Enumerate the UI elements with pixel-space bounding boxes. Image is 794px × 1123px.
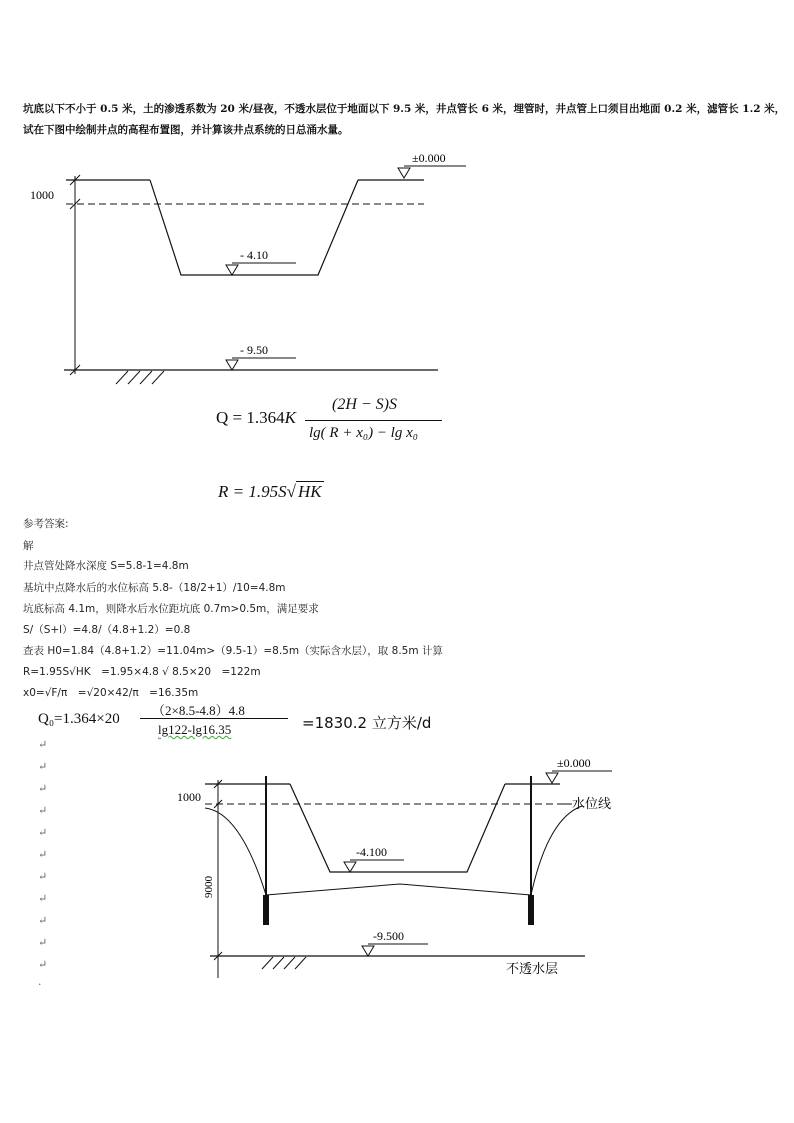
paragraph-mark-icon: ↵	[38, 870, 48, 883]
water-level-label: 1000	[30, 188, 54, 202]
height-dimension-label: 9000	[203, 876, 215, 898]
paragraph-mark-icon: ↵	[38, 782, 48, 795]
q0-denominator: lg122-lg16.35	[158, 722, 232, 737]
paragraph-mark-icon: ↵	[38, 848, 48, 861]
answer-line: 查表 H0=1.84（4.8+1.2）=11.04m>（9.5-1）=8.5m（实际含水层），取 8.5m 计算	[23, 645, 443, 657]
answer-line: 基坑中点降水后的水位标高 5.8-（18/2+1）/10=4.8m	[23, 582, 286, 594]
pit-bottom-label: - 4.10	[240, 248, 268, 262]
water-line-label: 水位线	[572, 797, 612, 812]
answer-line: R=1.95S√HK =1.95×4.8 √ 8.5×20 =122m	[23, 666, 261, 678]
diagram-1	[0, 140, 794, 540]
soil-hatch	[262, 957, 306, 969]
pit-outline	[290, 784, 505, 872]
problem-line-1: 坑底以下不小于 0.5 米，土的渗透系数为 20 米/昼夜，不透水层位于地面以下 9.5 米，井点管长 6 米，埋管时，井点管上口须目出地面 0.2 米，滤管长 1.2 米，	[23, 103, 786, 115]
diagram-2	[0, 740, 794, 1000]
answer-line: x0=√F/π =√20×42/π =16.35m	[23, 687, 199, 699]
drawdown-curve-right	[531, 806, 582, 895]
paragraph-mark-icon: ↵	[38, 738, 48, 751]
paragraph-mark-icon: ↵	[38, 958, 48, 971]
formula-q-numerator: (2H − S)S	[332, 396, 398, 413]
formula-q-lhs-text: Q = 1.364	[216, 408, 285, 427]
pit-bottom-marker-icon	[344, 862, 356, 872]
pit-bottom-marker-icon	[226, 265, 238, 275]
formula-q-lhs	[216, 408, 296, 428]
q0-numerator: （2×8.5-4.8）4.8	[152, 703, 245, 718]
ground-level-label: ±0.000	[412, 151, 446, 165]
paragraph-mark-icon: ·	[38, 978, 42, 991]
answer-line: 井点管处降水深度 S=5.8-1=4.8m	[23, 560, 189, 572]
ground-level-marker-icon	[546, 773, 558, 783]
ground-level-marker-icon	[398, 168, 410, 178]
answer-jie: 解	[23, 540, 34, 552]
answer-heading: 参考答案:	[23, 518, 69, 530]
q0-result: =1830.2 立方米/d	[302, 714, 432, 732]
well-filter-left	[263, 895, 269, 925]
paragraph-mark-icon: ↵	[38, 826, 48, 839]
q0-fraction-bar	[140, 718, 288, 719]
impervious-layer-label: 不透水层	[506, 962, 559, 977]
well-filter-right	[528, 895, 534, 925]
formula-r	[218, 482, 324, 502]
impervious-marker-icon	[362, 946, 374, 956]
formula-q-k: K	[284, 408, 296, 427]
formula-q-denominator: lg( R + x₀) − lg x₀	[309, 425, 418, 441]
answer-line: 坑底标高 4.1m，则降水后水位距坑底 0.7m>0.5m，满足要求	[23, 603, 319, 615]
paragraph-mark-icon: ↵	[38, 914, 48, 927]
paragraph-mark-icon: ↵	[38, 936, 48, 949]
formula-q-fraction-bar	[305, 420, 442, 421]
lowered-water-surface	[266, 884, 531, 895]
impervious-level-label: -9.500	[373, 929, 404, 943]
q0-lhs: Q₀=1.364×20	[38, 711, 120, 727]
paragraph-mark-icon: ↵	[38, 760, 48, 773]
pit-bottom-label: -4.100	[356, 845, 387, 859]
formula-r-text: R = 1.95S	[218, 482, 287, 501]
formula-r-radicand: HK	[297, 482, 322, 501]
impervious-marker-icon	[226, 360, 238, 370]
paragraph-mark-icon: ↵	[38, 804, 48, 817]
sqrt-icon: √	[286, 482, 296, 501]
paragraph-mark-icon: ↵	[38, 892, 48, 905]
soil-hatch	[116, 371, 164, 384]
impervious-label: - 9.50	[240, 343, 268, 357]
answer-line: S/（S+l）=4.8/（4.8+1.2）=0.8	[23, 624, 191, 636]
water-level-label: 1000	[177, 790, 201, 804]
problem-line-2: 试在下图中绘制井点的高程布置图，并计算该井点系统的日总涌水量。	[23, 124, 349, 136]
ground-level-label: ±0.000	[557, 756, 591, 770]
